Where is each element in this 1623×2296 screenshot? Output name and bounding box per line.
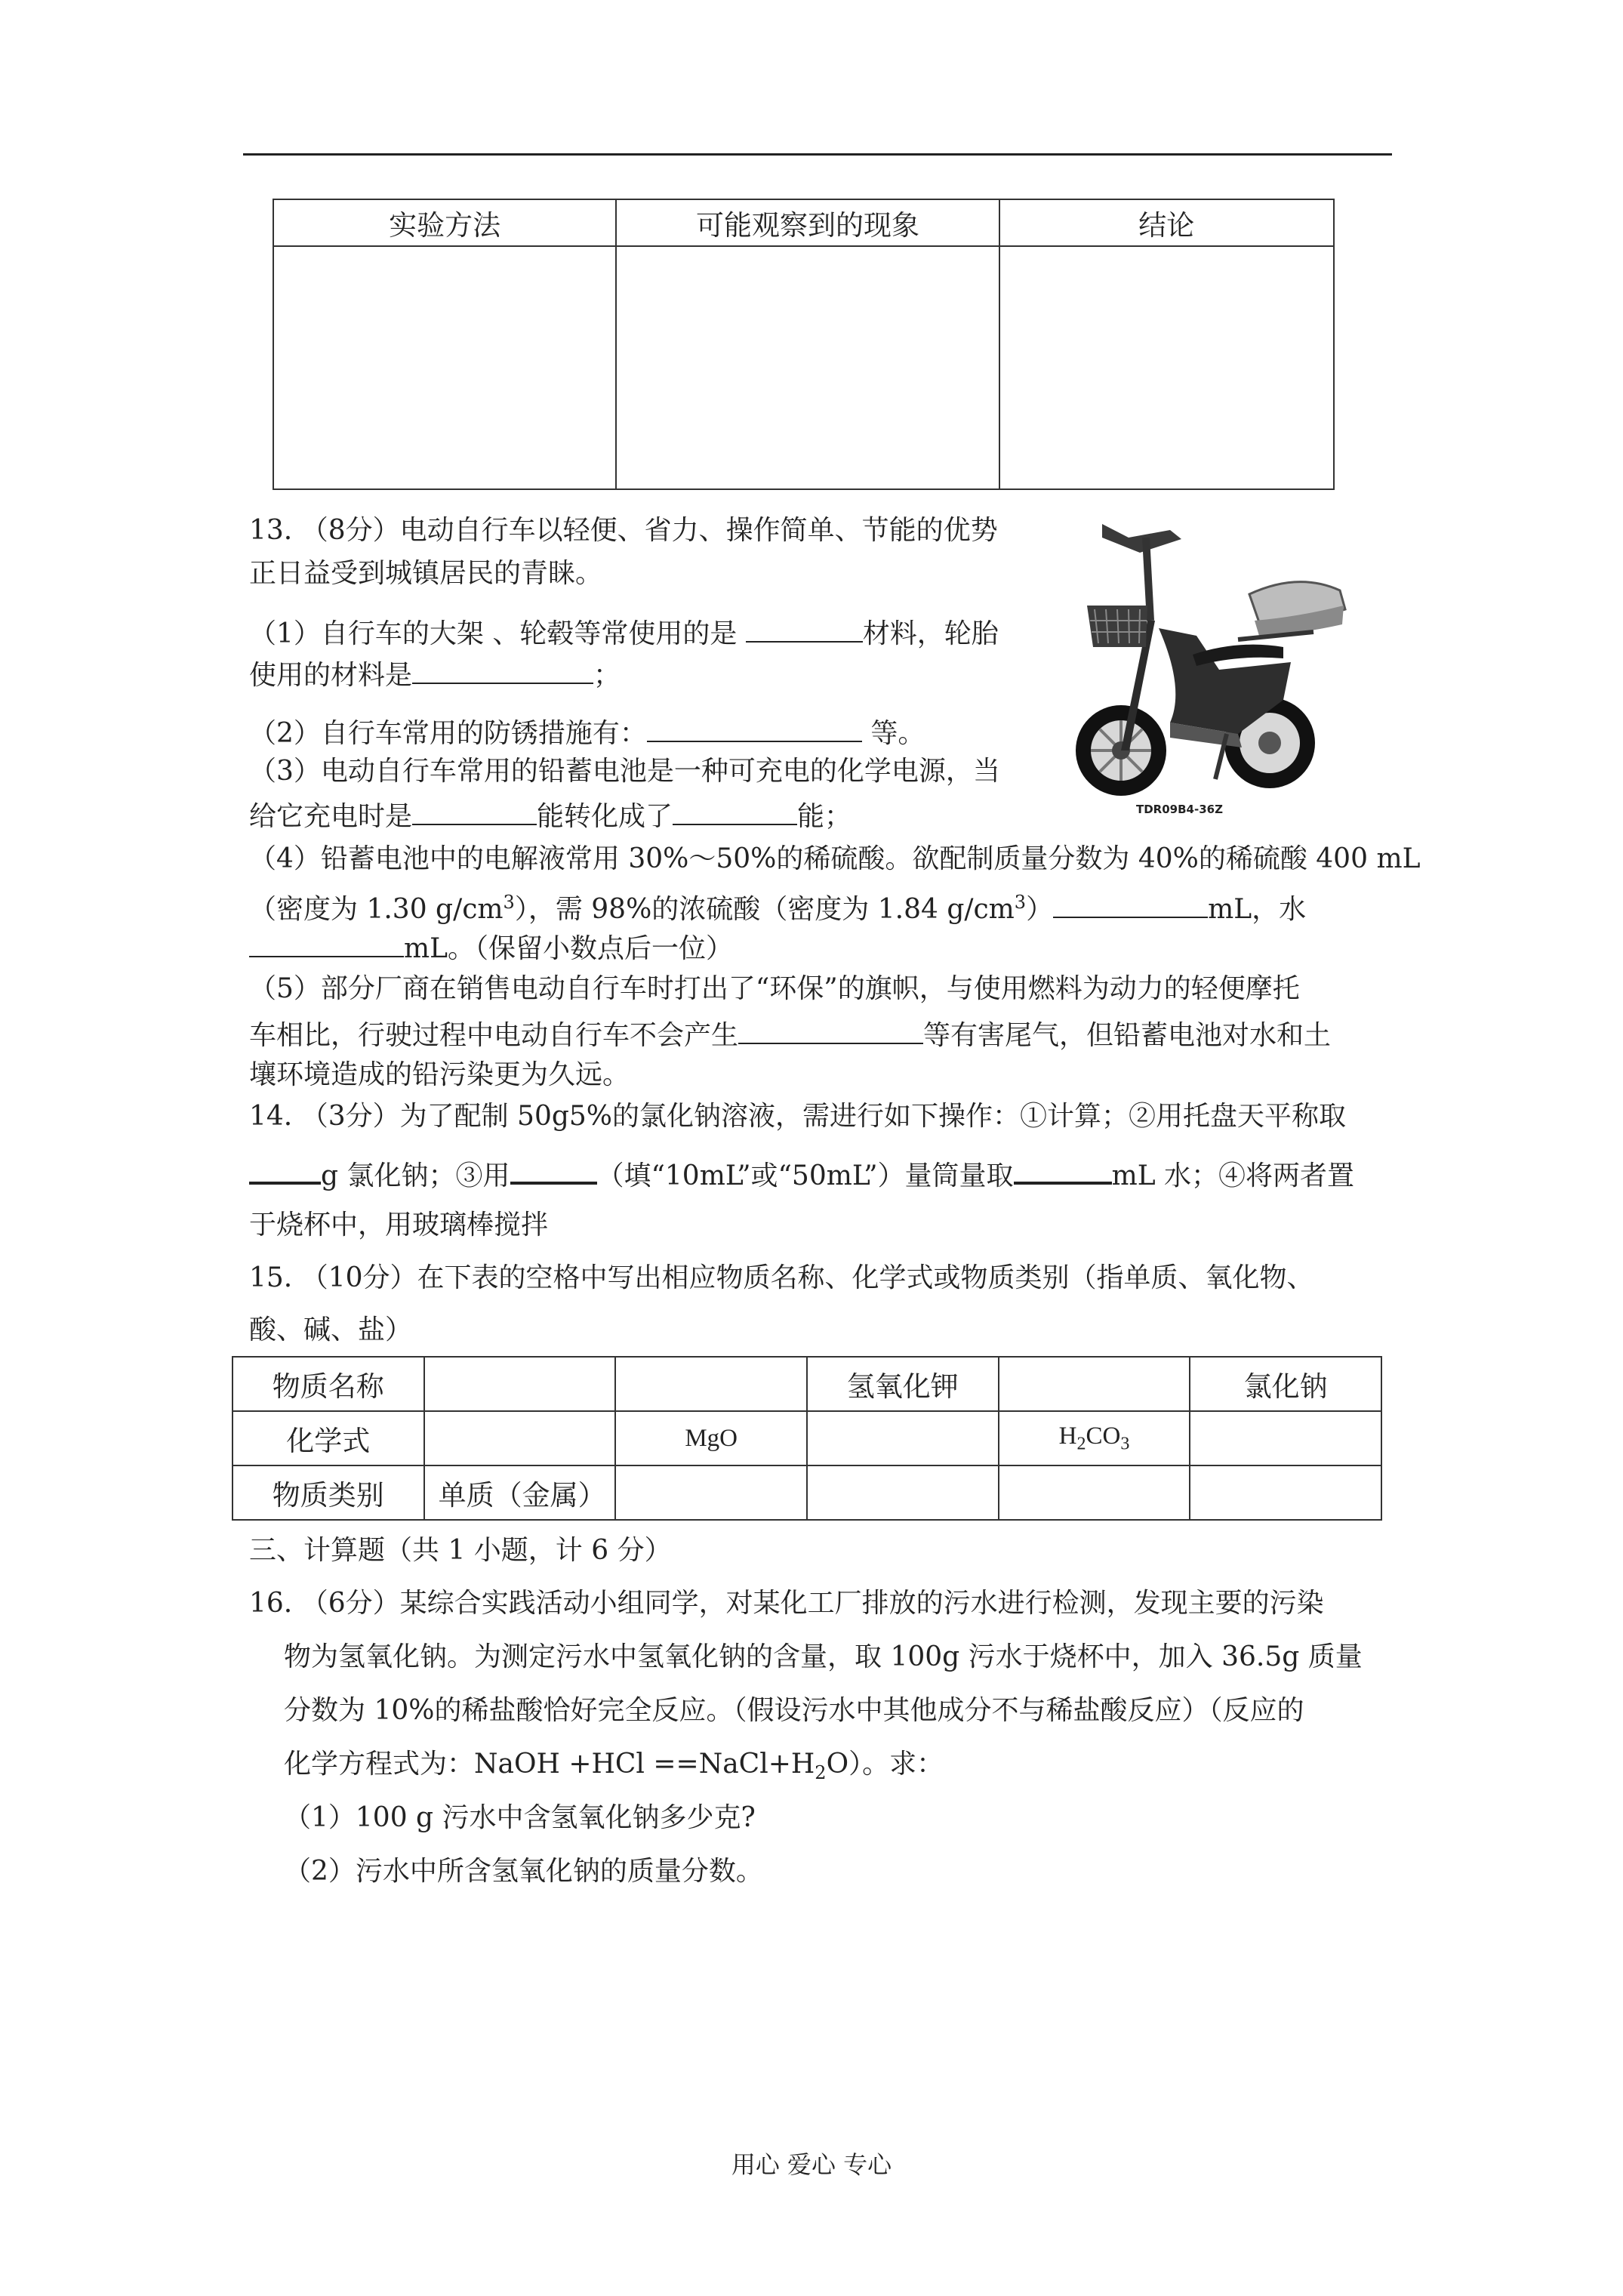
answer-blank[interactable]	[647, 715, 862, 742]
q13-p3-text: 能转化成了	[537, 801, 673, 832]
table-cell[interactable]	[1190, 1465, 1381, 1520]
q13-p2-text: 等。	[861, 718, 925, 749]
table-cell[interactable]	[999, 1357, 1190, 1411]
image-caption: TDR09B4-36Z	[1136, 803, 1223, 816]
q14-text: g 氯化钠；③用	[321, 1160, 510, 1191]
q13-p1-text: （1）自行车的大架 、轮毂等常使用的是	[249, 618, 746, 649]
q13-part5-line3: 壤环境造成的铅污染更为久远。	[249, 1059, 630, 1090]
table-cell[interactable]	[807, 1411, 999, 1465]
q13-part4-line2	[249, 887, 1306, 925]
table-cell: 单质（金属）	[424, 1465, 616, 1520]
q13-p3-text: 能；	[797, 801, 852, 832]
page-footer: 用心 爱心 专心	[731, 2150, 892, 2179]
table-cell	[999, 1411, 1190, 1465]
q13-p4-text: mL，水	[1208, 894, 1307, 925]
q13-part3-line1: （3）电动自行车常用的铅蓄电池是一种可充电的化学电源，当	[249, 756, 1000, 787]
table-cell[interactable]	[424, 1357, 616, 1411]
table-row	[233, 1357, 1381, 1411]
q14-line3: 于烧杯中，用玻璃棒搅拌	[249, 1210, 549, 1240]
table-cell: 氯化钠	[1190, 1357, 1381, 1411]
q13-p3-text: 给它充电时是	[249, 801, 413, 832]
q13-p4-text: ）	[1026, 894, 1054, 925]
q16-text: O）。求：	[826, 1749, 944, 1780]
answer-blank[interactable]	[412, 657, 593, 684]
q13-part3-line2	[249, 798, 852, 832]
q13-intro-2: 正日益受到城镇居民的青睐。	[249, 558, 603, 589]
formula-text: H	[1058, 1422, 1077, 1450]
table-header: 结论	[999, 199, 1334, 246]
table-cell[interactable]	[615, 1465, 807, 1520]
q13-part4-line1: （4）铅蓄电池中的电解液常用 30%～50%的稀硫酸。欲配制质量分数为 40%的稀硫酸 400 mL	[249, 843, 1421, 874]
q13-part1-line2	[249, 657, 621, 691]
q13-part1-line1	[249, 615, 999, 649]
q13-p2-text: （2）自行车常用的防锈措施有：	[249, 718, 647, 749]
q16-line3: 分数为 10%的稀盐酸恰好完全反应。（假设污水中其他成分不与稀盐酸反应）（反应的	[284, 1695, 1304, 1726]
electric-bicycle-image	[1057, 507, 1351, 818]
q15-line2: 酸、碱、盐）	[249, 1314, 413, 1345]
table-cell[interactable]	[1190, 1411, 1381, 1465]
table-row	[233, 1465, 1381, 1520]
answer-blank[interactable]	[673, 798, 797, 825]
q13-intro-1: 13. （8分）电动自行车以轻便、省力、操作简单、节能的优势	[249, 515, 998, 546]
answer-blank[interactable]	[249, 1156, 321, 1185]
q16-line2: 物为氢氧化钠。为测定污水中氢氧化钠的含量，取 100g 污水于烧杯中，加入 36.5g 质量	[284, 1641, 1363, 1672]
subscript: 2	[1076, 1434, 1086, 1454]
experiment-table	[273, 199, 1335, 490]
q14-line1: 14. （3分）为了配制 50g5%的氯化钠溶液，需进行如下操作：①计算；②用托盘天平称取	[249, 1101, 1347, 1132]
q15-line1: 15. （10分）在下表的空格中写出相应物质名称、化学式或物质类别（指单质、氧化物、	[249, 1262, 1314, 1293]
answer-blank[interactable]	[1014, 1156, 1112, 1185]
q16-text: 化学方程式为：NaOH +HCl ==NaCl+H	[284, 1749, 815, 1780]
q13-p5-text: 车相比，行驶过程中电动自行车不会产生	[249, 1020, 739, 1051]
formula-text: CO	[1086, 1422, 1121, 1450]
q16-line6: （2）污水中所含氢氧化钠的质量分数。	[284, 1856, 763, 1887]
subscript: 3	[1120, 1434, 1130, 1454]
answer-blank[interactable]	[746, 615, 863, 643]
q16-line1: 16. （6分）某综合实践活动小组同学，对某化工厂排放的污水进行检测，发现主要的污染	[249, 1588, 1324, 1619]
answer-blank[interactable]	[738, 1017, 923, 1044]
q14-text: （填“10mL”或“50mL”）量筒量取	[596, 1160, 1014, 1191]
table-cell[interactable]	[807, 1465, 999, 1520]
table-cell: 化学式	[233, 1411, 424, 1465]
q13-part4-line3	[249, 930, 733, 964]
answer-blank[interactable]	[1053, 891, 1208, 918]
table-header: 可能观察到的现象	[616, 199, 999, 246]
section-3-title: 三、计算题（共 1 小题，计 6 分）	[249, 1535, 672, 1566]
q13-p5-text: 等有害尾气，但铅蓄电池对水和土	[923, 1020, 1332, 1051]
table-cell	[273, 246, 616, 489]
q13-p1-text: 使用的材料是	[249, 660, 413, 691]
answer-blank[interactable]	[249, 930, 404, 957]
q14-line2	[249, 1156, 1354, 1191]
q13-part5-line1: （5）部分厂商在销售电动自行车时打出了“环保”的旗帜，与使用燃料为动力的轻便摩托	[249, 973, 1300, 1004]
subscript: 2	[815, 1762, 827, 1784]
q16-line4	[284, 1749, 944, 1788]
table-header: 实验方法	[273, 199, 616, 246]
table-cell[interactable]	[424, 1411, 616, 1465]
q13-part5-line2	[249, 1017, 1331, 1051]
superscript: 3	[503, 892, 515, 913]
superscript: 3	[1014, 892, 1027, 913]
table-cell[interactable]	[615, 1357, 807, 1411]
table-cell: 物质名称	[233, 1357, 424, 1411]
table-cell: 氢氧化钾	[807, 1357, 999, 1411]
q13-part2	[249, 715, 925, 749]
q13-p4-text: mL。（保留小数点后一位）	[404, 933, 734, 964]
q13-p4-text: ），需 98%的浓硫酸（密度为 1.84 g/cm	[514, 894, 1015, 925]
header-rule	[243, 153, 1392, 156]
answer-blank[interactable]	[412, 798, 537, 825]
table-cell	[999, 246, 1334, 489]
table-row	[233, 1411, 1381, 1465]
q14-text: mL 水；④将两者置	[1111, 1160, 1355, 1191]
table-cell: MgO	[615, 1411, 807, 1465]
table-cell: 物质类别	[233, 1465, 424, 1520]
q13-p4-text: （密度为 1.30 g/cm	[249, 894, 504, 925]
q13-p1-text: 材料，轮胎	[862, 618, 999, 649]
table-cell	[616, 246, 999, 489]
substance-table	[232, 1356, 1382, 1521]
q16-line5: （1）100 g 污水中含氢氧化钠多少克?	[284, 1802, 756, 1833]
q13-p1-text: ；	[593, 660, 621, 691]
answer-blank[interactable]	[510, 1156, 597, 1185]
table-cell[interactable]	[999, 1465, 1190, 1520]
